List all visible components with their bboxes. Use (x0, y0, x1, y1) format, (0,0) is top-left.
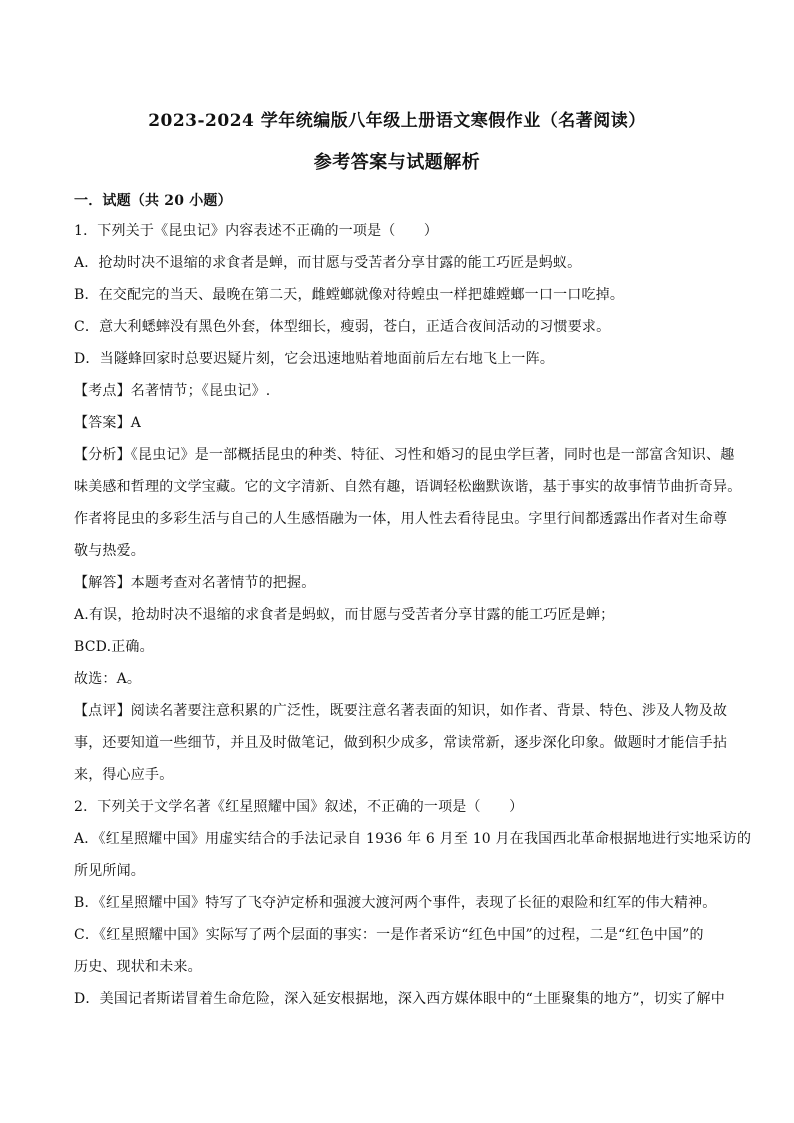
question-1-analysis-line: 作者将昆虫的多彩生活与自己的人生感悟融为一体，用人性去看待昆虫。字里行间都透露出作者对生命尊 (74, 511, 728, 527)
question-1-answer: 【答案】A (74, 415, 142, 431)
question-2-stem: 2．下列关于文学名著《红星照耀中国》叙述，不正确的一项是（ ） (74, 799, 524, 815)
question-1-solution-line: A.有误，抢劫时决不退缩的求食者是蚂蚁，而甘愿与受苦者分享甘露的能工巧匠是蝉； (74, 607, 615, 623)
question-1-kaodian: 【考点】名著情节；《昆虫记》. (74, 383, 271, 399)
question-1-solution-line: 【解答】本题考查对名著情节的把握。 (74, 575, 316, 591)
question-1-option-d: D．当隧蜂回家时总要迟疑片刻，它会迅速地贴着地面前后左右地飞上一阵。 (74, 351, 555, 367)
document-title: 2023-2024 学年统编版八年级上册语文寒假作业（名著阅读） (148, 111, 646, 131)
question-1-analysis-line: 味美感和哲理的文学宝藏。它的文字清新、自然有趣，语调轻松幽默诙谐，基于事实的故事情节曲折奇异。 (74, 479, 742, 495)
question-2-option-line: D．美国记者斯诺冒着生命危险，深入延安根据地，深入西方媒体眼中的“土匪聚集的地方”，切实了解中 (74, 991, 725, 1007)
document-subtitle: 参考答案与试题解析 (313, 152, 481, 173)
question-1-option-a: A．抢劫时决不退缩的求食者是蝉，而甘愿与受苦者分享甘露的能工巧匠是蚂蚁。 (74, 255, 582, 271)
question-1-solution-line: 故选：A。 (74, 671, 142, 687)
question-1-analysis-line: 敬与热爱。 (74, 543, 145, 559)
question-2-option-line: 历史、现状和未来。 (74, 959, 202, 975)
question-2-option-line: B．《红星照耀中国》特写了飞夺泸定桥和强渡大渡河两个事件，表现了长征的艰险和红军的伟大精神。 (74, 895, 717, 911)
question-1-option-b: B．在交配完的当天、最晚在第二天，雌螳螂就像对待蝗虫一样把雄螳螂一口一口吃掉。 (74, 287, 625, 303)
question-2-option-line: C．《红星照耀中国》实际写了两个层面的事实：一是作者采访“红色中国”的过程，二是“红色中国”的 (74, 927, 704, 943)
question-1-stem: 1．下列关于《昆虫记》内容表述不正确的一项是（ ） (74, 223, 439, 239)
question-1-solution-line: BCD.正确。 (74, 639, 154, 655)
question-1-analysis-line: 【分析】《昆虫记》是一部概括昆虫的种类、特征、习性和婚习的昆虫学巨著，同时也是一部富含知识、趣 (74, 447, 735, 463)
question-1-option-c: C．意大利蟋蟀没有黑色外套，体型细长，瘦弱，苍白，正适合夜间活动的习惯要求。 (74, 319, 611, 335)
question-1-comment-line: 来，得心应手。 (74, 767, 174, 783)
question-2-option-line: 所见所闻。 (74, 863, 145, 879)
question-1-comment-line: 事，还要知道一些细节，并且及时做笔记，做到积少成多，常读常新，逐步深化印象。做题时才能信手拈 (74, 735, 728, 751)
section-heading: 一．试题（共 20 小题） (74, 193, 232, 209)
question-1-comment-line: 【点评】阅读名著要注意积累的广泛性，既要注意名著表面的知识，如作者、背景、特色、涉及人物及故 (74, 703, 728, 719)
question-2-option-line: A．《红星照耀中国》用虚实结合的手法记录自 1936 年 6 月至 10 月在我国西北革命根据地进行实地采访的 (74, 831, 752, 847)
